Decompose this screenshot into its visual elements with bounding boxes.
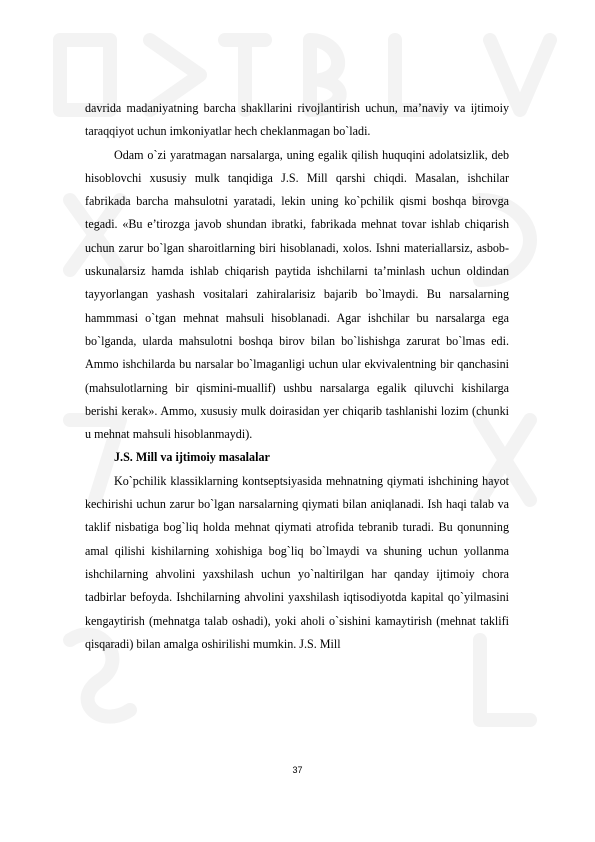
section-heading: J.S. Mill va ijtimoiy masalalar (114, 450, 270, 465)
paragraph-continuation: davrida madaniyatning barcha shakllarini rivojlantirish uchun, ma’naviy va ijtimoiy taraqqiyot uchun imkoniyatlar hech cheklanmagan bo`ladi. (85, 101, 509, 139)
page-number: 37 (292, 765, 303, 775)
paragraph-labour-value: Ko`pchilik klassiklarning kontseptsiyasida mehnatning qiymati ishchining hayot kechirishi uchun zarur bo`lgan narsalarning qiymati bilan aniqlanadi. Ish haqi talab va taklif nisbatiga bog`liq holda mehnat qiymati atrofida tebranib turadi. Bu qonunning amal qilishi kishilarning xohishiga bog`liq bo`lmaydi va shuning uchun yollanma ishchilarning ahvolini yaxshilash uchun yo`naltirilgan har qanday ijtimoiy chora tadbirlar befoyda. Ishchilarning ahvolini yaxshilash iqtisodiyotda kapital qo`yilmasini kengaytirish (mehnatga talab oshadi), yoki aholi o`sishini kamaytirish (mehnat taklifi qisqaradi) bilan amalga oshirilishi mumkin. J.S. Mill (85, 473, 509, 651)
paragraph-mill-private-property: Odam o`zi yaratmagan narsalarga, uning egalik qilish huquqini adolatsizlik, deb hisoblovchi xususiy mulk tanqidiga J.S. Mill qarshi chiqdi. Masalan, ishchilar fabrikada barcha mahsulotni yaratadi, lekin uning ko`pchilik qismi boshqa birovga tegadi. «Bu e’tirozga javob shundan ibratki, fabrikada mehnat tovar ishlab chiqarish uchun zarur bo`lgan sharoitlarning biri hisoblanadi, xolos. Ishni materiallarsiz, asbob-uskunalarsiz hamda ishlab chiqarish paytida ishchilarni ta’minlash uchun oldindan tayyorlangan yashash vositalari zahiralarisiz bajarib bo`lmaydi. Bu narsalarning hammmasi o`tgan mehnat mahsuli hisoblanadi. Agar ishchilar bu narsalarga ega bo`lganda, ularda mahsulotni boshqa birov bilan bo`lishishga zarurat bo`lmas edi. Ammo ishchilarda bu narsalar bo`lmaganligi uchun ular ekvivalentning bir qanchasini (mahsulotlarning bir qismini-muallif) ushbu narsalarga egalik qiluvchi kishilarga berishi kerak». Ammo, xususiy mulk doirasidan yer chiqarib tashlanishi lozim (chunki u mehnat mahsuli hisoblanmaydi). (85, 147, 509, 442)
document-body (85, 97, 509, 656)
